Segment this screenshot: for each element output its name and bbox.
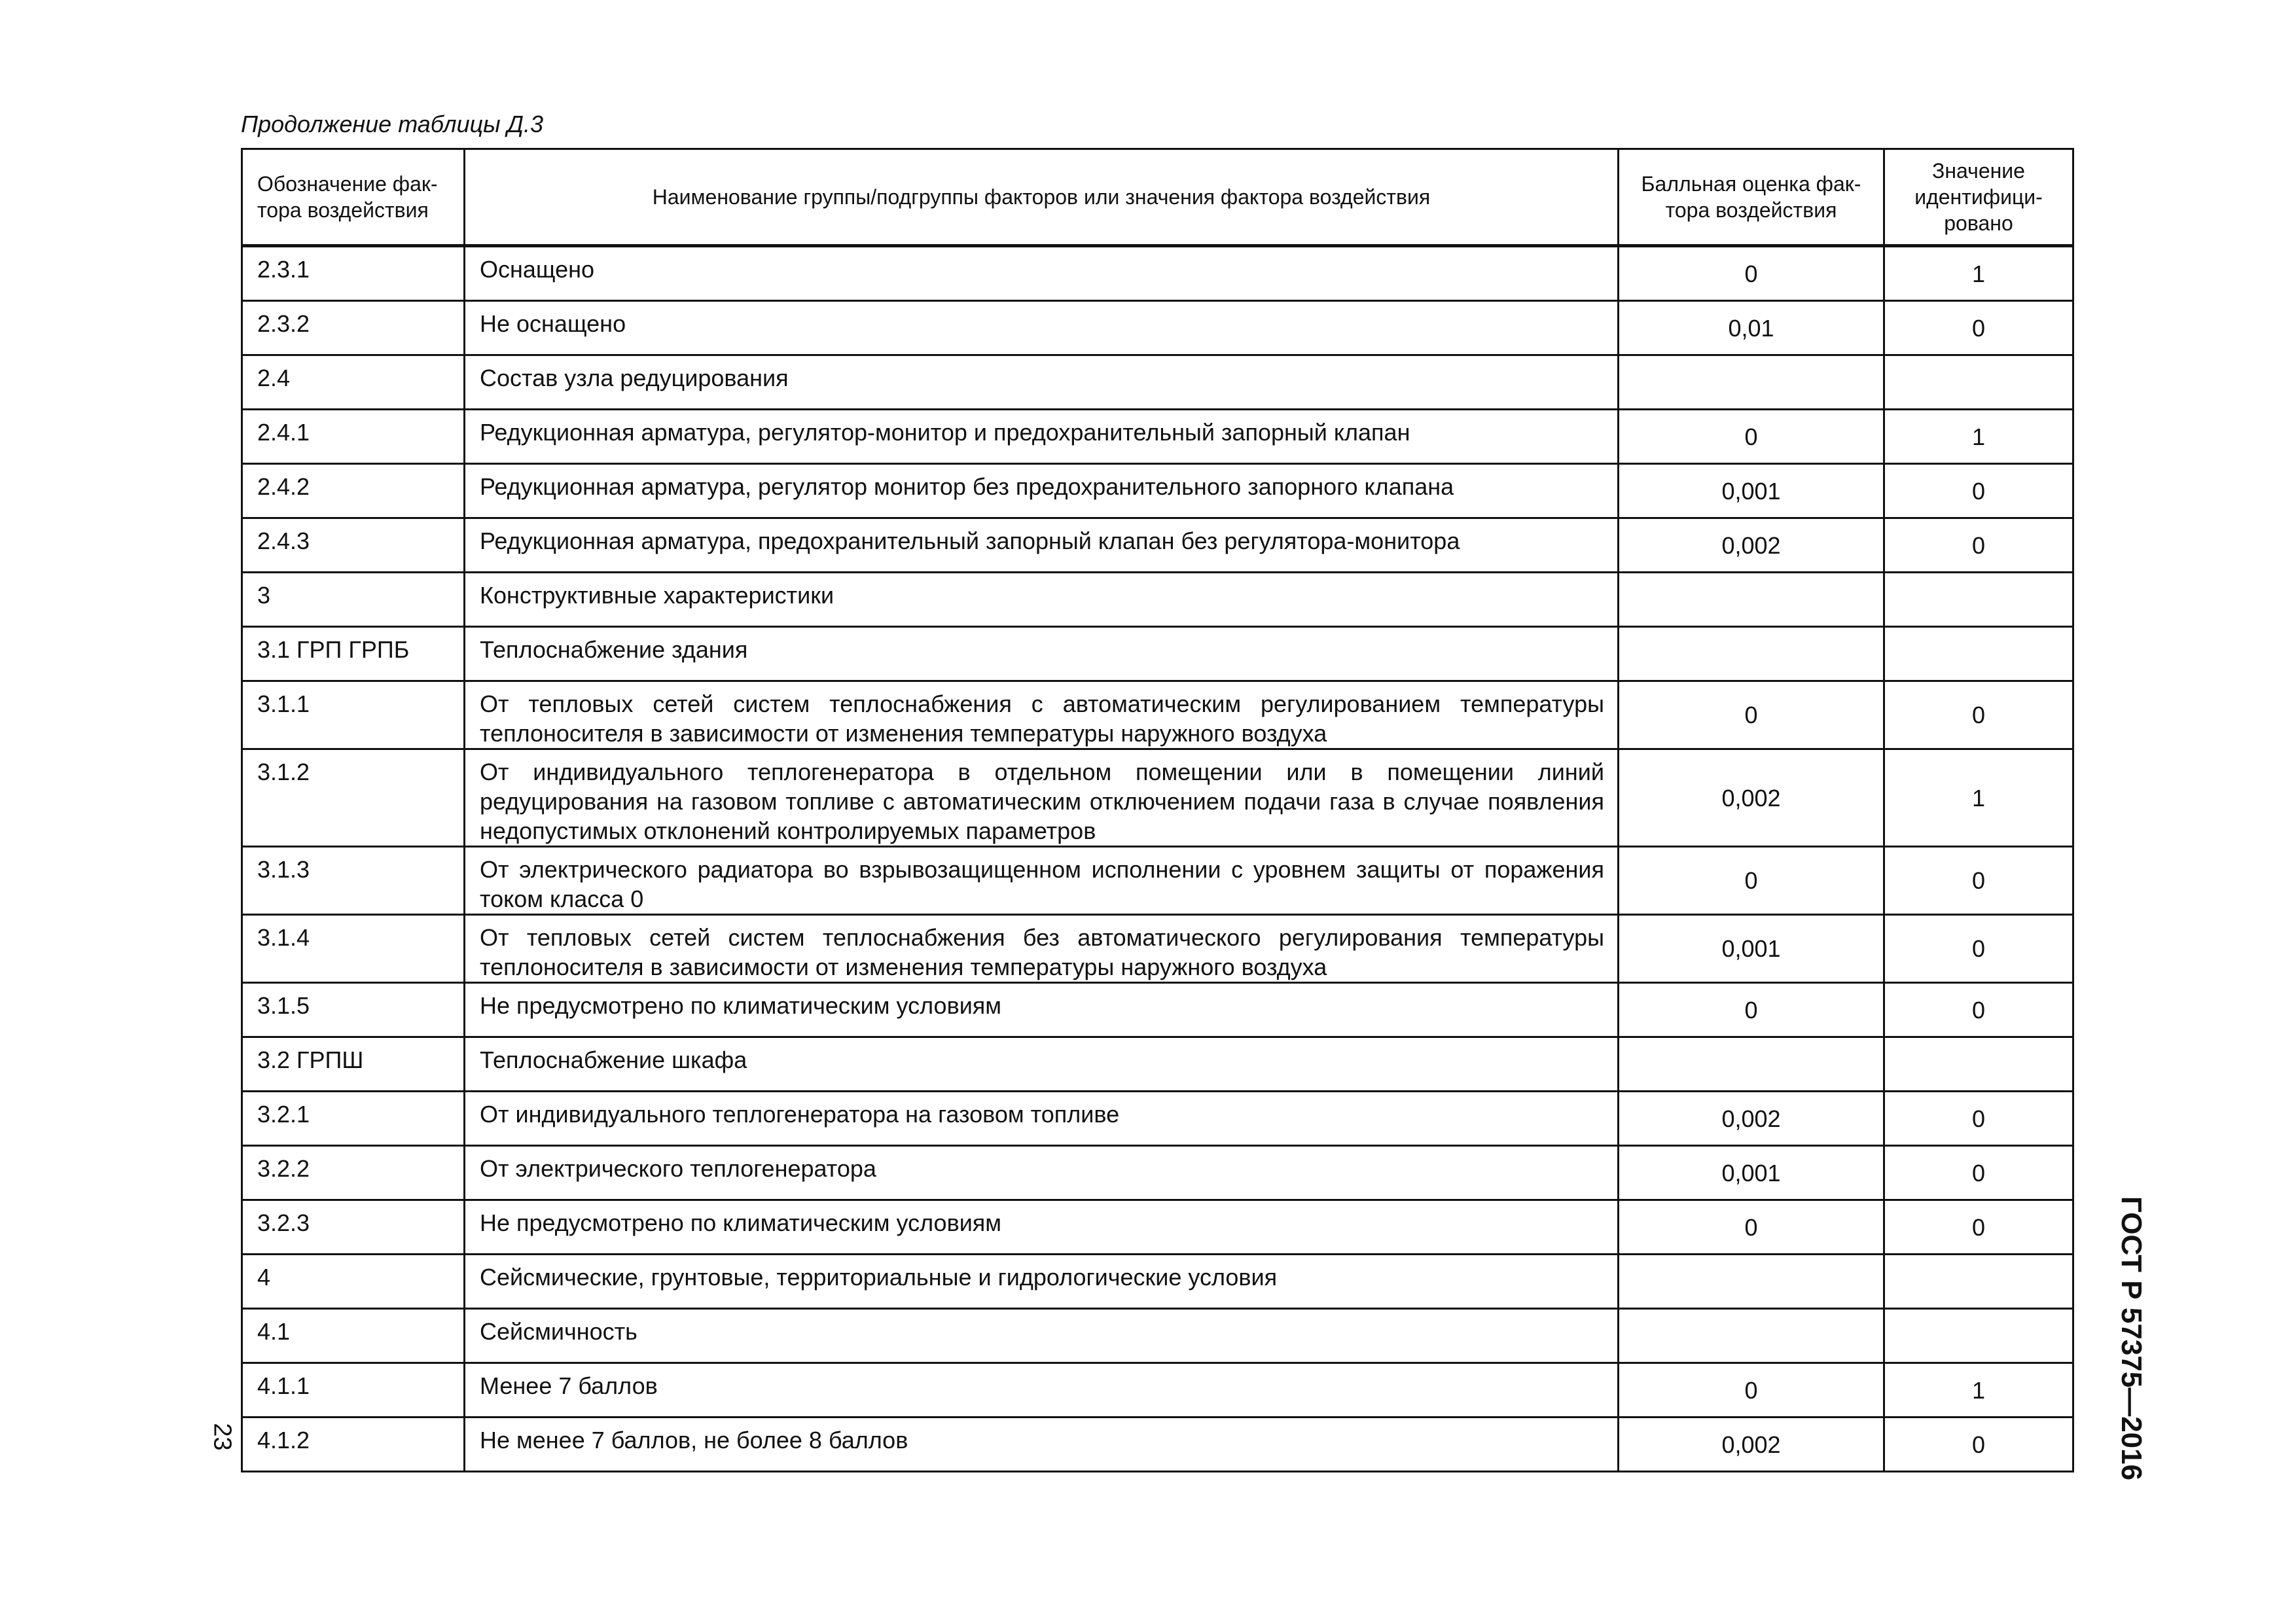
factor-name-cell: От индивидуального теплогенератора на газовом топливе xyxy=(465,1092,1619,1146)
table-row xyxy=(242,1092,2073,1146)
factor-code-cell: 2.4.2 xyxy=(242,464,465,518)
header-factor-code: Обозначение фак-тора воздействия xyxy=(242,149,465,246)
table-row xyxy=(242,847,2073,915)
factor-name-cell: От тепловых сетей систем теплоснабжения без автоматического регулирования температуры теплоносителя в зависимости от изменения температуры наружного воздуха xyxy=(465,915,1619,983)
table-row xyxy=(242,301,2073,355)
factor-code-cell: 3.1.5 xyxy=(242,983,465,1037)
factor-code-cell: 3.1.4 xyxy=(242,915,465,983)
identified-value-cell xyxy=(1884,355,2073,410)
identified-value-cell: 0 xyxy=(1884,464,2073,518)
header-identified-value: Значение идентифици-ровано xyxy=(1884,149,2073,246)
identified-value-cell: 0 xyxy=(1884,1200,2073,1255)
table-row xyxy=(242,749,2073,847)
table-header-row xyxy=(242,149,2073,246)
factor-name-cell: От электрического радиатора во взрывозащищенном исполнении с уровнем защиты от поражения током класса 0 xyxy=(465,847,1619,915)
score-cell xyxy=(1619,627,1884,681)
factor-name-cell: От электрического теплогенератора xyxy=(465,1146,1619,1200)
factor-code-cell: 3.1.1 xyxy=(242,681,465,749)
factor-code-cell: 3.1.3 xyxy=(242,847,465,915)
identified-value-cell: 1 xyxy=(1884,410,2073,464)
score-cell xyxy=(1619,1037,1884,1092)
table-row xyxy=(242,573,2073,627)
identified-value-cell: 1 xyxy=(1884,1363,2073,1418)
factor-code-cell: 4 xyxy=(242,1255,465,1309)
identified-value-cell: 0 xyxy=(1884,1418,2073,1472)
factor-code-cell: 2.4.3 xyxy=(242,518,465,573)
score-cell: 0,002 xyxy=(1619,1418,1884,1472)
score-cell: 0,002 xyxy=(1619,1092,1884,1146)
factor-code-cell: 3.2 ГРПШ xyxy=(242,1037,465,1092)
factor-name-cell: Сейсмические, грунтовые, территориальные и гидрологические условия xyxy=(465,1255,1619,1309)
table-row xyxy=(242,410,2073,464)
factor-name-cell: Оснащено xyxy=(465,246,1619,301)
factor-code-cell: 4.1.1 xyxy=(242,1363,465,1418)
table-row xyxy=(242,1363,2073,1418)
factor-name-cell: От тепловых сетей систем теплоснабжения с автоматическим регулированием температуры теплоносителя в зависимости от изменения температуры наружного воздуха xyxy=(465,681,1619,749)
table-row xyxy=(242,983,2073,1037)
header-factor-name: Наименование группы/подгруппы факторов или значения фактора воздействия xyxy=(465,149,1619,246)
identified-value-cell: 0 xyxy=(1884,1146,2073,1200)
table-row xyxy=(242,518,2073,573)
score-cell: 0,001 xyxy=(1619,915,1884,983)
factor-code-cell: 4.1.2 xyxy=(242,1418,465,1472)
factor-name-cell: Менее 7 баллов xyxy=(465,1363,1619,1418)
table-row xyxy=(242,1146,2073,1200)
factor-name-cell: Конструктивные характеристики xyxy=(465,573,1619,627)
factor-code-cell: 3.2.3 xyxy=(242,1200,465,1255)
table-row xyxy=(242,681,2073,749)
score-cell: 0 xyxy=(1619,1200,1884,1255)
standard-code: ГОСТ Р 57375—2016 xyxy=(2115,1196,2147,1481)
table-row xyxy=(242,627,2073,681)
header-score: Балльная оценка фак-тора воздействия xyxy=(1619,149,1884,246)
factor-name-cell: Теплоснабжение здания xyxy=(465,627,1619,681)
table-caption: Продолжение таблицы Д.3 xyxy=(241,111,544,137)
identified-value-cell: 0 xyxy=(1884,681,2073,749)
identified-value-cell: 0 xyxy=(1884,301,2073,355)
factor-code-cell: 3.1 ГРП ГРПБ xyxy=(242,627,465,681)
table-row xyxy=(242,1255,2073,1309)
score-cell: 0 xyxy=(1619,983,1884,1037)
factor-name-cell: Не менее 7 баллов, не более 8 баллов xyxy=(465,1418,1619,1472)
factor-name-cell: Сейсмичность xyxy=(465,1309,1619,1363)
identified-value-cell xyxy=(1884,1309,2073,1363)
score-cell: 0 xyxy=(1619,847,1884,915)
table-row xyxy=(242,1037,2073,1092)
table-row xyxy=(242,246,2073,301)
factor-name-cell: Состав узла редуцирования xyxy=(465,355,1619,410)
score-cell: 0,01 xyxy=(1619,301,1884,355)
table-row xyxy=(242,915,2073,983)
factor-code-cell: 3.2.2 xyxy=(242,1146,465,1200)
score-cell: 0 xyxy=(1619,246,1884,301)
table-row xyxy=(242,1418,2073,1472)
factor-code-cell: 2.4.1 xyxy=(242,410,465,464)
table-row xyxy=(242,355,2073,410)
identified-value-cell: 0 xyxy=(1884,1092,2073,1146)
identified-value-cell xyxy=(1884,1037,2073,1092)
factor-code-cell: 2.3.2 xyxy=(242,301,465,355)
score-cell: 0,002 xyxy=(1619,749,1884,847)
score-cell: 0,002 xyxy=(1619,518,1884,573)
factor-code-cell: 2.3.1 xyxy=(242,246,465,301)
factor-code-cell: 3 xyxy=(242,573,465,627)
factor-name-cell: Теплоснабжение шкафа xyxy=(465,1037,1619,1092)
score-cell: 0,001 xyxy=(1619,464,1884,518)
table-row xyxy=(242,464,2073,518)
score-cell: 0 xyxy=(1619,1363,1884,1418)
factor-name-cell: Не оснащено xyxy=(465,301,1619,355)
identified-value-cell: 0 xyxy=(1884,847,2073,915)
factor-name-cell: Редукционная арматура, регулятор-монитор и предохранительный запорный клапан xyxy=(465,410,1619,464)
factor-code-cell: 3.1.2 xyxy=(242,749,465,847)
page-number: 23 xyxy=(208,1423,236,1451)
identified-value-cell xyxy=(1884,627,2073,681)
score-cell: 0 xyxy=(1619,681,1884,749)
score-cell xyxy=(1619,1255,1884,1309)
identified-value-cell: 1 xyxy=(1884,749,2073,847)
factor-name-cell: Не предусмотрено по климатическим условиям xyxy=(465,983,1619,1037)
factor-code-cell: 2.4 xyxy=(242,355,465,410)
factor-name-cell: От индивидуального теплогенератора в отдельном помещении или в помещении линий редуцирования на газовом топливе с автоматическим отключением подачи газа в случае появления недопустимых отклонений контролируемых параметров xyxy=(465,749,1619,847)
factor-code-cell: 4.1 xyxy=(242,1309,465,1363)
score-cell xyxy=(1619,355,1884,410)
score-cell xyxy=(1619,573,1884,627)
identified-value-cell: 0 xyxy=(1884,983,2073,1037)
identified-value-cell: 0 xyxy=(1884,518,2073,573)
factor-name-cell: Редукционная арматура, предохранительный запорный клапан без регулятора-монитора xyxy=(465,518,1619,573)
table-row xyxy=(242,1200,2073,1255)
identified-value-cell: 1 xyxy=(1884,246,2073,301)
factor-name-cell: Не предусмотрено по климатическим условиям xyxy=(465,1200,1619,1255)
factor-code-cell: 3.2.1 xyxy=(242,1092,465,1146)
identified-value-cell xyxy=(1884,1255,2073,1309)
identified-value-cell xyxy=(1884,573,2073,627)
factor-name-cell: Редукционная арматура, регулятор монитор без предохранительного запорного клапана xyxy=(465,464,1619,518)
table-row xyxy=(242,1309,2073,1363)
score-cell: 0 xyxy=(1619,410,1884,464)
table-body xyxy=(242,246,2073,1472)
score-cell: 0,001 xyxy=(1619,1146,1884,1200)
score-cell xyxy=(1619,1309,1884,1363)
factors-table xyxy=(241,148,2074,1472)
identified-value-cell: 0 xyxy=(1884,915,2073,983)
